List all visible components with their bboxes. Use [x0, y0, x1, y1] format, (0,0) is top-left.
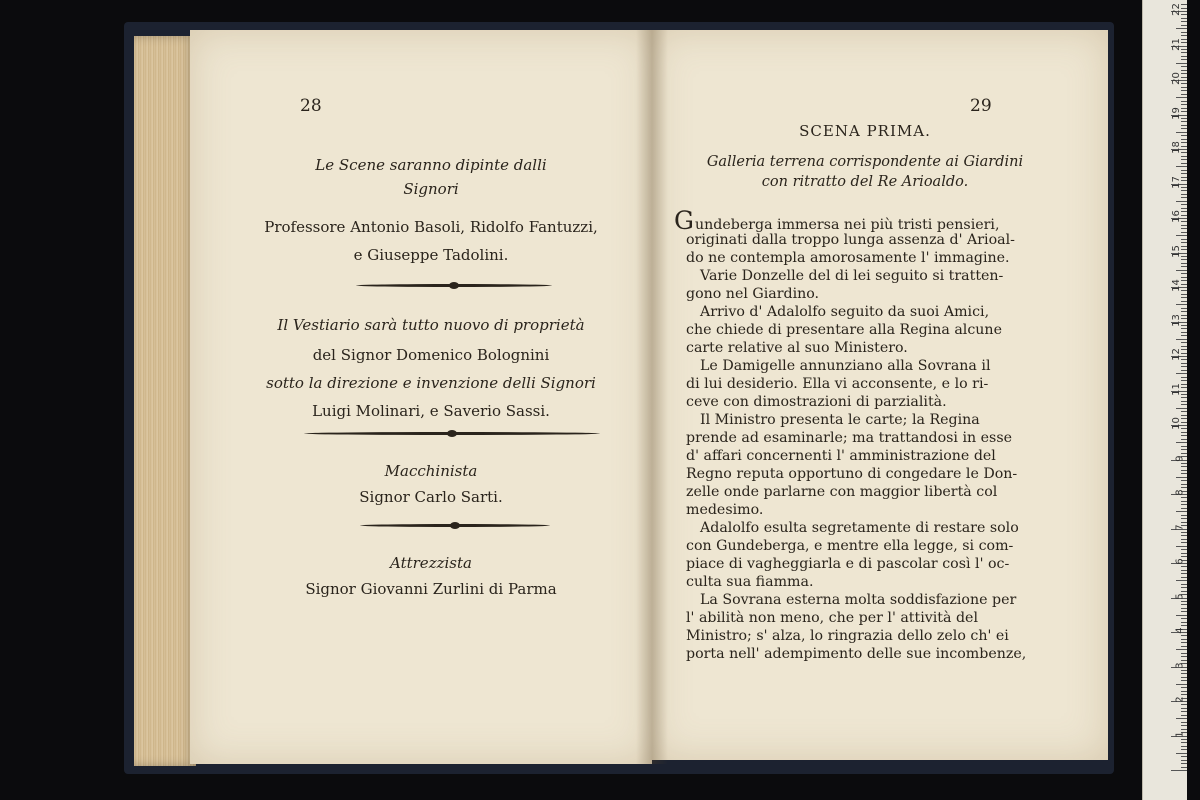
ruler-tick — [1181, 729, 1187, 730]
ruler-tick — [1181, 346, 1187, 347]
ruler-tick — [1181, 611, 1187, 612]
body-line: carte relative al suo Ministero. — [686, 340, 908, 356]
body-line: piace di vagheggiarla e di pascolar così l' oc- — [686, 556, 1010, 572]
ruler-tick — [1181, 646, 1187, 647]
ruler-tick — [1181, 487, 1187, 488]
ruler-tick — [1181, 549, 1187, 550]
ruler-tick — [1181, 577, 1187, 578]
body-line: d' affari concernenti l' amministrazione del — [686, 448, 996, 464]
ruler-tick — [1181, 518, 1187, 519]
book-page-edges — [134, 36, 196, 766]
body-line: l' abilità non meno, che per l' attività del — [686, 610, 978, 626]
ruler-label: 15 — [1171, 244, 1183, 258]
ruler-tick — [1181, 670, 1187, 671]
ruler-tick — [1181, 756, 1187, 757]
ruler-tick — [1181, 325, 1187, 326]
body-line: porta nell' adempimento delle sue incombenze, — [686, 646, 1027, 662]
left-page — [190, 30, 652, 764]
body-line: culta sua fiamma. — [686, 574, 814, 590]
ruler-tick — [1181, 387, 1187, 388]
ruler-label: 18 — [1171, 141, 1183, 154]
ruler-tick — [1181, 767, 1187, 768]
ruler-tick — [1181, 146, 1187, 147]
ruler-tick — [1181, 259, 1187, 260]
body-line: Arrivo d' Adalolfo seguito da suoi Amici, — [700, 304, 990, 320]
body-line — [674, 208, 999, 233]
ruler-tick — [1176, 270, 1187, 271]
ruler-tick — [1181, 370, 1187, 371]
ruler-tick — [1181, 725, 1187, 726]
ruler-tick — [1181, 570, 1187, 571]
ruler-tick — [1181, 432, 1187, 433]
ruler-tick — [1181, 56, 1187, 57]
ruler-tick — [1176, 97, 1187, 98]
body-line: Il Ministro presenta le carte; la Regina — [700, 412, 980, 428]
ruler-tick — [1176, 753, 1187, 754]
ruler-tick — [1181, 225, 1187, 226]
ruler-tick — [1181, 449, 1187, 450]
right-page-number: 29 — [970, 96, 992, 116]
ruler-tick — [1176, 684, 1187, 685]
right-page — [652, 30, 1108, 760]
ruler-tick — [1181, 418, 1187, 419]
scene-credit-line2: Signori — [403, 180, 459, 198]
ruler-tick — [1171, 770, 1187, 771]
ruler-tick — [1181, 311, 1187, 312]
body-line-text: undeberga immersa nei più tristi pensieri, — [694, 217, 1000, 233]
ruler-tick — [1176, 339, 1187, 340]
left-page-number: 28 — [300, 96, 322, 116]
ruler-tick — [1181, 173, 1187, 174]
ruler-tick — [1181, 760, 1187, 761]
ruler-tick — [1181, 263, 1187, 264]
ruler-tick — [1181, 539, 1187, 540]
ruler-tick — [1181, 722, 1187, 723]
ruler-tick — [1181, 556, 1187, 557]
ruler-tick — [1181, 211, 1187, 212]
ruler-tick — [1181, 353, 1187, 354]
ruler-label: 7 — [1174, 523, 1186, 531]
ruler-tick — [1181, 294, 1187, 295]
ruler-tick — [1181, 384, 1187, 385]
ruler-tick — [1181, 708, 1187, 709]
ruler-tick — [1181, 315, 1187, 316]
painters-line1: Professore Antonio Basoli, Ridolfo Fantuzzi, — [264, 218, 598, 236]
ruler-tick — [1181, 159, 1187, 160]
ruler-tick — [1181, 277, 1187, 278]
drop-cap: G — [674, 206, 694, 235]
costume-credit-line4: Luigi Molinari, e Saverio Sassi. — [312, 402, 550, 420]
ruler-tick — [1181, 673, 1187, 674]
ruler-tick — [1181, 94, 1187, 95]
ruler-tick — [1181, 342, 1187, 343]
ruler-tick — [1181, 363, 1187, 364]
ruler-label: 1 — [1174, 730, 1186, 738]
ruler-tick — [1181, 266, 1187, 267]
ruler-tick — [1181, 435, 1187, 436]
ruler-tick — [1176, 649, 1187, 650]
ruler-tick — [1181, 142, 1187, 143]
ruler-tick — [1181, 515, 1187, 516]
ruler-tick — [1176, 63, 1187, 64]
ruler-tick — [1181, 742, 1187, 743]
ruler-tick — [1176, 132, 1187, 133]
ruler-tick — [1181, 380, 1187, 381]
ruler-tick — [1181, 204, 1187, 205]
ruler-tick — [1176, 201, 1187, 202]
ruler-tick — [1181, 377, 1187, 378]
ruler-tick — [1181, 687, 1187, 688]
body-line: gono nel Giardino. — [686, 286, 820, 302]
ruler-tick — [1181, 128, 1187, 129]
ruler-tick — [1181, 111, 1187, 112]
ruler-tick — [1181, 335, 1187, 336]
ruler-tick — [1181, 394, 1187, 395]
costume-credit-line3: sotto la direzione e invenzione delli Signori — [266, 374, 596, 392]
ruler-tick — [1181, 446, 1187, 447]
ruler-label: 13 — [1171, 313, 1183, 327]
ruler-tick — [1176, 408, 1187, 409]
ruler-tick — [1181, 601, 1187, 602]
ruler-tick — [1181, 215, 1187, 216]
ruler-tick — [1181, 70, 1187, 71]
ornamental-rule — [304, 432, 600, 435]
ruler-tick — [1181, 290, 1187, 291]
ruler-tick — [1181, 77, 1187, 78]
ruler-tick — [1181, 101, 1187, 102]
ruler-tick — [1181, 497, 1187, 498]
ruler-label: 3 — [1174, 661, 1186, 669]
ruler-tick — [1181, 83, 1187, 84]
ruler-tick — [1181, 121, 1187, 122]
ruler-tick — [1176, 546, 1187, 547]
ruler-tick — [1181, 87, 1187, 88]
ruler-label: 20 — [1171, 72, 1183, 85]
ruler-tick — [1181, 359, 1187, 360]
ruler-tick — [1176, 28, 1187, 29]
ornamental-rule — [360, 524, 550, 527]
ruler-tick — [1181, 190, 1187, 191]
ruler-tick — [1176, 442, 1187, 443]
ruler-tick — [1181, 625, 1187, 626]
ruler-tick — [1181, 170, 1187, 171]
ruler-tick — [1181, 466, 1187, 467]
ruler-label: 12 — [1171, 348, 1183, 361]
ruler-tick — [1181, 453, 1187, 454]
ruler-tick — [1181, 691, 1187, 692]
ruler-tick — [1181, 194, 1187, 195]
ruler-tick — [1181, 118, 1187, 119]
ruler-tick — [1181, 463, 1187, 464]
ruler-tick — [1181, 242, 1187, 243]
body-line: Varie Donzelle del di lei seguito si tratten- — [700, 268, 1004, 284]
props-name: Signor Giovanni Zurlini di Parma — [305, 580, 557, 598]
ruler-tick — [1181, 177, 1187, 178]
ruler-tick — [1181, 135, 1187, 136]
ruler-tick — [1181, 280, 1187, 281]
ruler-tick — [1181, 35, 1187, 36]
ruler-label: 6 — [1174, 558, 1186, 565]
ruler-label: 2 — [1174, 696, 1186, 703]
measurement-ruler — [1142, 0, 1187, 800]
ruler-tick — [1181, 639, 1187, 640]
body-line: Le Damigelle annunziano alla Sovrana il — [700, 358, 991, 374]
ruler-tick — [1181, 108, 1187, 109]
ruler-tick — [1181, 14, 1187, 15]
ruler-tick — [1181, 660, 1187, 661]
ruler-tick — [1181, 90, 1187, 91]
ruler-tick — [1181, 415, 1187, 416]
ruler-tick — [1181, 152, 1187, 153]
ruler-tick — [1181, 401, 1187, 402]
ruler-label: 11 — [1171, 382, 1183, 396]
ruler-label: 4 — [1174, 627, 1186, 634]
machinist-label: Macchinista — [384, 462, 478, 480]
ruler-tick — [1181, 763, 1187, 764]
ruler-tick — [1181, 284, 1187, 285]
ruler-tick — [1181, 404, 1187, 405]
ruler-tick — [1181, 680, 1187, 681]
setting-line1: Galleria terrena corrispondente ai Giardini — [706, 154, 1024, 170]
ruler-tick — [1181, 704, 1187, 705]
ruler-tick — [1181, 711, 1187, 712]
body-line: do ne contempla amorosamente l' immagine. — [686, 250, 1010, 266]
ruler-tick — [1181, 366, 1187, 367]
ruler-tick — [1181, 318, 1187, 319]
ruler-tick — [1181, 228, 1187, 229]
ruler-label: 9 — [1174, 454, 1186, 462]
ruler-tick — [1181, 273, 1187, 274]
ruler-tick — [1181, 197, 1187, 198]
ruler-label: 8 — [1174, 489, 1186, 496]
ruler-tick — [1181, 694, 1187, 695]
body-line: di lui desiderio. Ella vi acconsente, e lo ri- — [686, 376, 989, 392]
ruler-tick — [1181, 566, 1187, 567]
ruler-tick — [1176, 304, 1187, 305]
ruler-tick — [1181, 656, 1187, 657]
costume-credit-line2: del Signor Domenico Bolognini — [312, 346, 550, 364]
ruler-tick — [1181, 470, 1187, 471]
ruler-tick — [1181, 59, 1187, 60]
scene-title: SCENA PRIMA. — [799, 122, 931, 140]
body-line: zelle onde parlarne con maggior libertà col — [686, 484, 998, 500]
ruler-tick — [1181, 208, 1187, 209]
ruler-tick — [1181, 749, 1187, 750]
ruler-tick — [1176, 580, 1187, 581]
ruler-tick — [1181, 232, 1187, 233]
costume-credit-line1: Il Vestiario sarà tutto nuovo di proprietà — [277, 316, 585, 334]
body-line: con Gundeberga, e mentre ella legge, si com- — [686, 538, 1014, 554]
ruler-label: 5 — [1174, 592, 1186, 600]
ruler-tick — [1181, 297, 1187, 298]
ruler-tick — [1181, 187, 1187, 188]
ruler-tick — [1181, 52, 1187, 53]
ruler-tick — [1181, 18, 1187, 19]
ruler-tick — [1176, 235, 1187, 236]
ruler-label: 10 — [1171, 417, 1183, 430]
setting-line2: con ritratto del Re Arioaldo. — [761, 174, 969, 190]
ruler-tick — [1181, 553, 1187, 554]
body-line: La Sovrana esterna molta soddisfazione per — [700, 592, 1017, 608]
ruler-tick — [1181, 156, 1187, 157]
ruler-tick — [1181, 256, 1187, 257]
ruler-tick — [1181, 49, 1187, 50]
body-line: Regno reputa opportuno di congedare le Don- — [686, 466, 1018, 482]
ruler-tick — [1181, 739, 1187, 740]
ruler-tick — [1181, 532, 1187, 533]
ruler-label: 17 — [1171, 175, 1183, 189]
ruler-tick — [1181, 411, 1187, 412]
ruler-tick — [1181, 508, 1187, 509]
ruler-tick — [1181, 535, 1187, 536]
ruler-tick — [1181, 139, 1187, 140]
ruler-tick — [1181, 8, 1187, 9]
body-line: ceve con dimostrazioni di parzialità. — [686, 394, 947, 410]
ruler-tick — [1181, 428, 1187, 429]
ruler-tick — [1181, 332, 1187, 333]
ruler-tick — [1176, 615, 1187, 616]
ruler-label: 19 — [1171, 106, 1183, 120]
body-line: medesimo. — [686, 502, 764, 518]
ruler-tick — [1181, 397, 1187, 398]
ruler-tick — [1176, 373, 1187, 374]
ruler-tick — [1181, 618, 1187, 619]
ruler-tick — [1181, 677, 1187, 678]
ruler-tick — [1181, 608, 1187, 609]
ruler-tick — [1176, 511, 1187, 512]
ruler-tick — [1181, 125, 1187, 126]
props-label: Attrezzista — [390, 554, 472, 572]
ruler-tick — [1181, 635, 1187, 636]
ruler-tick — [1181, 642, 1187, 643]
ruler-tick — [1181, 4, 1187, 5]
scene-credit-line1: Le Scene saranno dipinte dalli — [315, 156, 547, 174]
ruler-label: 14 — [1171, 279, 1183, 292]
ruler-tick — [1181, 584, 1187, 585]
ruler-tick — [1181, 246, 1187, 247]
ruler-tick — [1181, 591, 1187, 592]
ruler-tick — [1181, 484, 1187, 485]
ruler-tick — [1181, 21, 1187, 22]
ruler-tick — [1181, 308, 1187, 309]
body-line: Adalolfo esulta segretamente di restare solo — [700, 520, 1019, 536]
ruler-tick — [1181, 239, 1187, 240]
ruler-tick — [1181, 163, 1187, 164]
ruler-tick — [1181, 715, 1187, 716]
ruler-tick — [1181, 573, 1187, 574]
ruler-label: 21 — [1171, 37, 1183, 51]
ruler-tick — [1181, 542, 1187, 543]
body-line: originati dalla troppo lunga assenza d' Arioal- — [686, 232, 1015, 248]
ruler-tick — [1181, 604, 1187, 605]
ruler-tick — [1181, 653, 1187, 654]
ruler-tick — [1176, 166, 1187, 167]
ruler-tick — [1181, 746, 1187, 747]
body-line: Ministro; s' alza, lo ringrazia dello zelo ch' ei — [686, 628, 1009, 644]
ruler-tick — [1181, 42, 1187, 43]
body-line: che chiede di presentare alla Regina alcune — [686, 322, 1002, 338]
ruler-tick — [1181, 249, 1187, 250]
ruler-tick — [1181, 32, 1187, 33]
ruler-tick — [1181, 180, 1187, 181]
ruler-tick — [1181, 39, 1187, 40]
ruler-tick — [1181, 422, 1187, 423]
ruler-tick — [1181, 66, 1187, 67]
ruler-tick — [1181, 301, 1187, 302]
ruler-tick — [1181, 473, 1187, 474]
ruler-tick — [1176, 477, 1187, 478]
ruler-label: 16 — [1171, 210, 1183, 223]
ruler-tick — [1181, 480, 1187, 481]
ruler-label: 22 — [1171, 3, 1183, 16]
body-line: prende ad esaminarle; ma trattandosi in esse — [686, 430, 1013, 446]
ruler-tick — [1181, 522, 1187, 523]
ruler-tick — [1181, 25, 1187, 26]
ruler-tick — [1181, 501, 1187, 502]
ruler-tick — [1181, 349, 1187, 350]
ruler-tick — [1181, 622, 1187, 623]
machinist-name: Signor Carlo Sarti. — [359, 488, 503, 506]
ruler-tick — [1181, 221, 1187, 222]
ornamental-rule — [356, 284, 552, 287]
ruler-tick — [1176, 718, 1187, 719]
ruler-tick — [1181, 104, 1187, 105]
ruler-tick — [1181, 328, 1187, 329]
painters-line2: e Giuseppe Tadolini. — [353, 246, 509, 264]
ruler-tick — [1181, 439, 1187, 440]
ruler-tick — [1181, 504, 1187, 505]
ruler-tick — [1181, 587, 1187, 588]
ruler-tick — [1181, 73, 1187, 74]
